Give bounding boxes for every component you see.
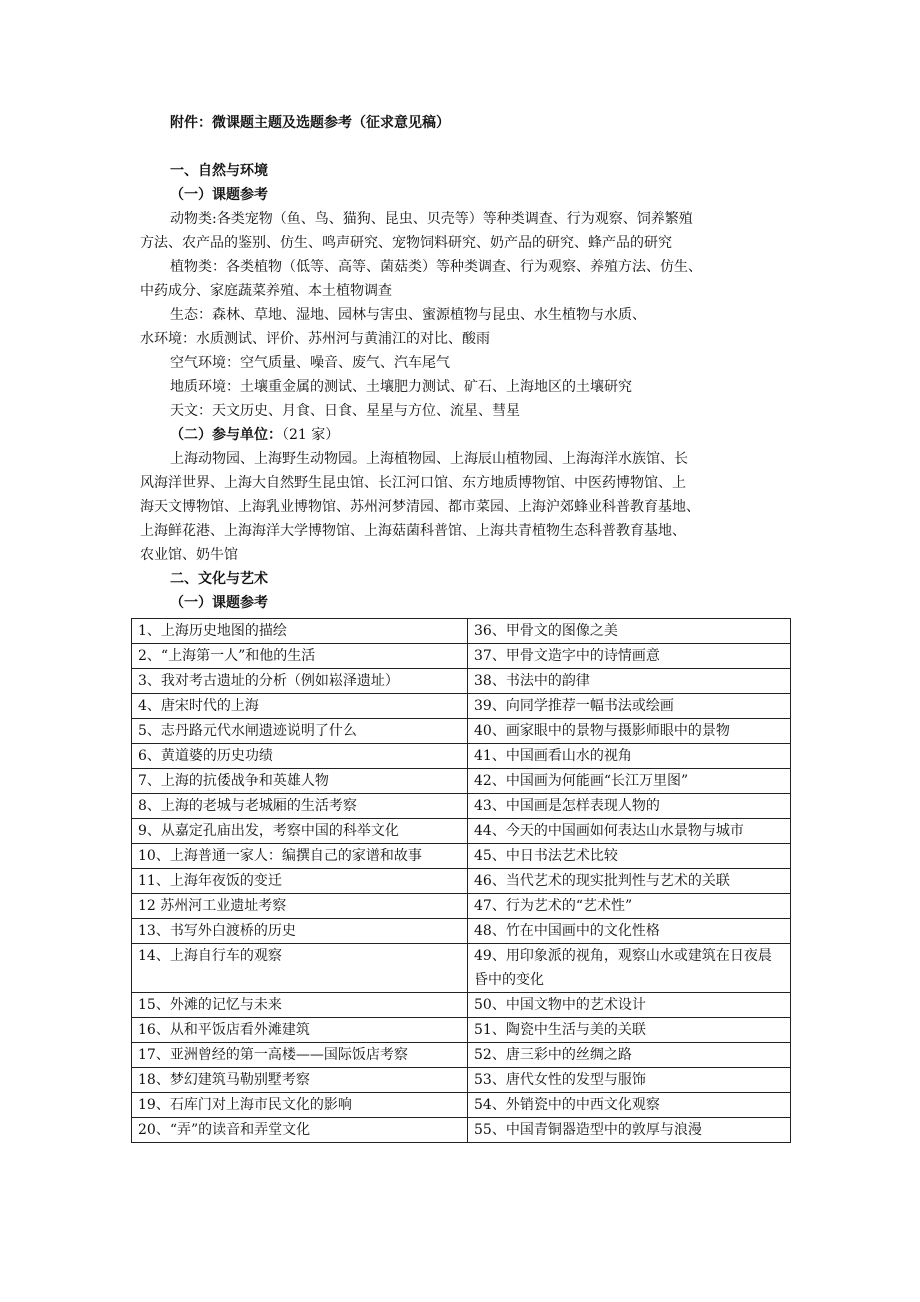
- topic-cell-right: 42、中国画为何能画“长江万里图”: [468, 769, 791, 794]
- units-line-3: 海天文博物馆、上海乳业博物馆、苏州河梦清园、都市菜园、上海沪郊蜂业科普教育基地、: [140, 499, 700, 515]
- topic-cell-left: 15、外滩的记忆与未来: [132, 993, 468, 1018]
- section1-topics-heading: （一）课题参考: [170, 187, 268, 203]
- table-row: [132, 1093, 791, 1118]
- topic-cell-right: 53、唐代女性的发型与服饰: [468, 1068, 791, 1093]
- topic-cell-right: 41、中国画看山水的视角: [468, 744, 791, 769]
- topic-cell-left: 16、从和平饭店看外滩建筑: [132, 1018, 468, 1043]
- topic-cell-left: 17、亚洲曾经的第一高楼——国际饭店考察: [132, 1043, 468, 1068]
- topic-cell-left: 18、梦幻建筑马勒别墅考察: [132, 1068, 468, 1093]
- animal-line-1: 动物类:各类宠物（鱼、鸟、猫狗、昆虫、贝壳等）等种类调查、行为观察、饲养繁殖: [170, 211, 693, 227]
- topic-cell-left: 12 苏州河工业遗址考察: [132, 894, 468, 919]
- table-row: [132, 1043, 791, 1068]
- topic-cell-right: 49、用印象派的视角，观察山水或建筑在日夜晨昏中的变化: [468, 944, 791, 993]
- topic-cell-left: 14、上海自行车的观察: [132, 944, 468, 993]
- plant-line-2: 中药成分、家庭蔬菜养殖、本土植物调查: [140, 283, 392, 299]
- table-row: [132, 794, 791, 819]
- topic-cell-left: 5、志丹路元代水闸遗迹说明了什么: [132, 719, 468, 744]
- topic-cell-right: 39、向同学推荐一幅书法或绘画: [468, 694, 791, 719]
- units-line-2: 风海洋世界、上海大自然野生昆虫馆、长江河口馆、东方地质博物馆、中医药博物馆、上: [140, 475, 686, 491]
- topic-cell-right: 55、中国青铜器造型中的敦厚与浪漫: [468, 1118, 791, 1143]
- units-line-5: 农业馆、奶牛馆: [140, 547, 238, 563]
- topic-cell-right: 48、竹在中国画中的文化性格: [468, 919, 791, 944]
- units-heading: （二）参与单位：: [170, 427, 282, 443]
- table-row: [132, 844, 791, 869]
- table-row: [132, 719, 791, 744]
- culture-topics-table: [131, 618, 791, 1143]
- table-row: [132, 819, 791, 844]
- water-line: 水环境：水质测试、评价、苏州河与黄浦江的对比、酸雨: [140, 331, 490, 347]
- table-row: [132, 1118, 791, 1143]
- section2-topics-heading: （一）课题参考: [170, 595, 268, 611]
- topic-cell-left: 20、“弄”的读音和弄堂文化: [132, 1118, 468, 1143]
- topic-cell-left: 6、黄道婆的历史功绩: [132, 744, 468, 769]
- ecology-line: 生态：森林、草地、湿地、园林与害虫、蜜源植物与昆虫、水生植物与水质、: [170, 307, 646, 323]
- topic-cell-right: 36、甲骨文的图像之美: [468, 619, 791, 644]
- topic-cell-right: 37、甲骨文造字中的诗情画意: [468, 644, 791, 669]
- topic-cell-right: 54、外销瓷中的中西文化观察: [468, 1093, 791, 1118]
- topic-cell-right: 51、陶瓷中生活与美的关联: [468, 1018, 791, 1043]
- table-row: [132, 644, 791, 669]
- animal-line-2: 方法、农产品的鉴别、仿生、鸣声研究、宠物饲料研究、奶产品的研究、蜂产品的研究: [140, 235, 672, 251]
- topic-cell-right: 47、行为艺术的“艺术性”: [468, 894, 791, 919]
- table-row: [132, 694, 791, 719]
- topic-cell-right: 50、中国文物中的艺术设计: [468, 993, 791, 1018]
- topic-cell-right: 46、当代艺术的现实批判性与艺术的关联: [468, 869, 791, 894]
- attachment-title: 附件：微课题主题及选题参考（征求意见稿）: [170, 115, 450, 131]
- topic-cell-left: 13、书写外白渡桥的历史: [132, 919, 468, 944]
- plant-line-1: 植物类：各类植物（低等、高等、菌菇类）等种类调查、行为观察、养殖方法、仿生、: [170, 259, 702, 275]
- table-row: [132, 619, 791, 644]
- table-row: [132, 1068, 791, 1093]
- topic-cell-left: 19、石库门对上海市民文化的影响: [132, 1093, 468, 1118]
- table-row: [132, 769, 791, 794]
- table-row: [132, 993, 791, 1018]
- topic-cell-right: 45、中日书法艺术比较: [468, 844, 791, 869]
- table-row: [132, 919, 791, 944]
- topic-cell-right: 44、今天的中国画如何表达山水景物与城市: [468, 819, 791, 844]
- topic-cell-left: 2、“上海第一人”和他的生活: [132, 644, 468, 669]
- table-row: [132, 869, 791, 894]
- topic-cell-left: 11、上海年夜饭的变迁: [132, 869, 468, 894]
- topic-cell-left: 10、上海普通一家人：编撰自己的家谱和故事: [132, 844, 468, 869]
- topic-cell-left: 1、上海历史地图的描绘: [132, 619, 468, 644]
- table-row: [132, 744, 791, 769]
- topic-cell-left: 4、唐宋时代的上海: [132, 694, 468, 719]
- topic-cell-left: 8、上海的老城与老城厢的生活考察: [132, 794, 468, 819]
- topic-cell-left: 3、我对考古遗址的分析（例如崧泽遗址）: [132, 669, 468, 694]
- units-line-4: 上海鲜花港、上海海洋大学博物馆、上海菇菌科普馆、上海共青植物生态科普教育基地、: [140, 523, 686, 539]
- topic-cell-right: 52、唐三彩中的丝绸之路: [468, 1043, 791, 1068]
- section1-heading: 一、自然与环境: [170, 163, 268, 179]
- air-line: 空气环境：空气质量、噪音、废气、汽车尾气: [170, 355, 450, 371]
- table-row: [132, 944, 791, 993]
- geology-line: 地质环境：土壤重金属的测试、土壤肥力测试、矿石、上海地区的土壤研究: [170, 379, 632, 395]
- section2-heading: 二、文化与艺术: [170, 571, 268, 587]
- topic-cell-left: 7、上海的抗倭战争和英雄人物: [132, 769, 468, 794]
- topic-cell-left: 9、从嘉定孔庙出发，考察中国的科举文化: [132, 819, 468, 844]
- units-heading-line: [170, 423, 820, 447]
- topic-cell-right: 40、画家眼中的景物与摄影师眼中的景物: [468, 719, 791, 744]
- topic-cell-right: 38、书法中的韵律: [468, 669, 791, 694]
- table-row: [132, 1018, 791, 1043]
- astronomy-line: 天文：天文历史、月食、日食、星星与方位、流星、彗星: [170, 403, 520, 419]
- table-row: [132, 669, 791, 694]
- topic-cell-right: 43、中国画是怎样表现人物的: [468, 794, 791, 819]
- units-count: （21 家）: [282, 427, 340, 443]
- units-line-1: 上海动物园、上海野生动物园。上海植物园、上海辰山植物园、上海海洋水族馆、长: [170, 451, 688, 467]
- table-row: [132, 894, 791, 919]
